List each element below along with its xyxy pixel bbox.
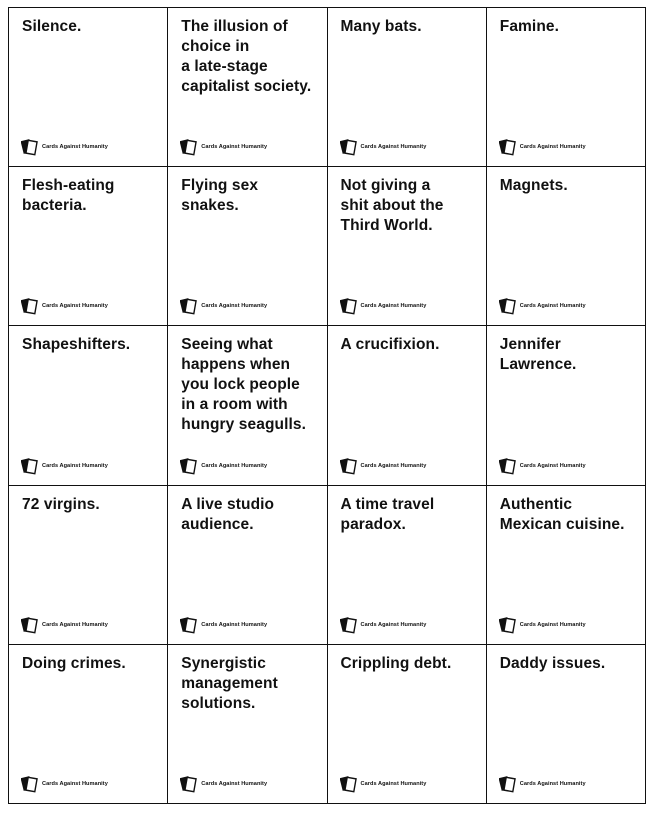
cards-logo-icon bbox=[499, 137, 517, 157]
card-footer bbox=[340, 137, 427, 157]
card-text: Seeing what happens when you lock people in a room with hungry seagulls. bbox=[181, 336, 307, 434]
card-text: Magnets. bbox=[499, 177, 568, 195]
brand-label: Cards Against Humanity bbox=[519, 462, 586, 469]
card-footer bbox=[499, 137, 586, 157]
card-text: Many bats. bbox=[340, 18, 422, 35]
card-text: Doing crimes. bbox=[22, 654, 126, 672]
card-text: A live studio audience. bbox=[181, 495, 275, 533]
cards-logo-icon bbox=[340, 137, 358, 157]
card-text: Daddy issues. bbox=[499, 654, 606, 672]
card-text: Jennifer Lawrence. bbox=[499, 336, 577, 374]
cards-logo-icon bbox=[499, 456, 517, 476]
cards-logo-icon bbox=[499, 774, 517, 794]
answer-card bbox=[328, 486, 487, 645]
answer-card bbox=[168, 167, 327, 326]
card-footer bbox=[340, 774, 427, 794]
answer-card bbox=[487, 645, 646, 804]
brand-label: Cards Against Humanity bbox=[360, 462, 427, 469]
answer-card bbox=[487, 8, 646, 167]
cards-logo-icon bbox=[340, 615, 358, 635]
answer-card bbox=[9, 486, 168, 645]
card-text: Authentic Mexican cuisine. bbox=[499, 495, 625, 533]
answer-card bbox=[168, 486, 327, 645]
answer-card bbox=[9, 167, 168, 326]
card-text: A time travel paradox. bbox=[340, 495, 435, 533]
brand-label: Cards Against Humanity bbox=[201, 780, 268, 787]
cards-logo-icon bbox=[180, 774, 198, 794]
card-footer bbox=[21, 615, 108, 635]
card-footer bbox=[21, 137, 108, 157]
card-footer bbox=[499, 774, 586, 794]
card-footer bbox=[180, 774, 267, 794]
card-footer bbox=[180, 456, 267, 476]
cards-logo-icon bbox=[21, 615, 39, 635]
card-footer bbox=[499, 615, 586, 635]
card-footer bbox=[21, 296, 108, 316]
answer-card bbox=[328, 326, 487, 485]
brand-label: Cards Against Humanity bbox=[519, 780, 586, 787]
card-footer bbox=[180, 137, 267, 157]
cards-logo-icon bbox=[21, 296, 39, 316]
answer-card bbox=[328, 8, 487, 167]
card-sheet bbox=[8, 7, 646, 804]
card-footer bbox=[340, 456, 427, 476]
brand-label: Cards Against Humanity bbox=[42, 780, 108, 787]
brand-label: Cards Against Humanity bbox=[42, 462, 108, 469]
card-text: Silence. bbox=[22, 18, 82, 35]
brand-label: Cards Against Humanity bbox=[519, 144, 586, 151]
brand-label: Cards Against Humanity bbox=[42, 621, 108, 628]
cards-logo-icon bbox=[340, 296, 358, 316]
card-text: A crucifixion. bbox=[340, 336, 440, 354]
brand-label: Cards Against Humanity bbox=[360, 621, 427, 628]
answer-card bbox=[328, 167, 487, 326]
card-text: The illusion of choice in a late-stage capitalist society. bbox=[181, 18, 312, 95]
brand-label: Cards Against Humanity bbox=[519, 303, 586, 310]
brand-label: Cards Against Humanity bbox=[201, 462, 268, 469]
card-footer bbox=[340, 615, 427, 635]
cards-logo-icon bbox=[21, 456, 39, 476]
answer-card bbox=[487, 326, 646, 485]
brand-label: Cards Against Humanity bbox=[519, 621, 586, 628]
card-text: 72 virgins. bbox=[22, 495, 100, 513]
card-footer bbox=[21, 774, 108, 794]
card-text: Crippling debt. bbox=[340, 654, 452, 672]
answer-card bbox=[487, 167, 646, 326]
brand-label: Cards Against Humanity bbox=[360, 780, 427, 787]
brand-label: Cards Against Humanity bbox=[360, 144, 427, 151]
answer-card bbox=[9, 326, 168, 485]
cards-logo-icon bbox=[180, 615, 198, 635]
answer-card bbox=[9, 645, 168, 804]
card-text: Shapeshifters. bbox=[22, 336, 131, 354]
answer-card bbox=[168, 326, 327, 485]
card-text: Flying sex snakes. bbox=[181, 177, 259, 215]
card-footer bbox=[499, 456, 586, 476]
answer-card bbox=[487, 486, 646, 645]
cards-logo-icon bbox=[180, 296, 198, 316]
brand-label: Cards Against Humanity bbox=[201, 144, 268, 151]
answer-card bbox=[168, 645, 327, 804]
answer-card bbox=[168, 8, 327, 167]
cards-logo-icon bbox=[499, 615, 517, 635]
brand-label: Cards Against Humanity bbox=[42, 144, 108, 151]
answer-card bbox=[328, 645, 487, 804]
card-text: Synergistic management solutions. bbox=[181, 654, 278, 712]
card-footer bbox=[340, 296, 427, 316]
brand-label: Cards Against Humanity bbox=[201, 621, 268, 628]
answer-card bbox=[9, 8, 168, 167]
card-footer bbox=[180, 296, 267, 316]
brand-label: Cards Against Humanity bbox=[42, 303, 108, 310]
cards-logo-icon bbox=[180, 137, 198, 157]
card-text: Famine. bbox=[499, 18, 560, 35]
cards-logo-icon bbox=[180, 456, 198, 476]
card-footer bbox=[499, 296, 586, 316]
cards-logo-icon bbox=[21, 774, 39, 794]
card-footer bbox=[180, 615, 267, 635]
cards-logo-icon bbox=[21, 137, 39, 157]
card-footer bbox=[21, 456, 108, 476]
brand-label: Cards Against Humanity bbox=[201, 303, 268, 310]
cards-logo-icon bbox=[340, 456, 358, 476]
card-text: Flesh-eating bacteria. bbox=[22, 177, 115, 215]
cards-logo-icon bbox=[499, 296, 517, 316]
brand-label: Cards Against Humanity bbox=[360, 303, 427, 310]
card-text: Not giving a shit about the Third World. bbox=[340, 177, 444, 235]
cards-logo-icon bbox=[340, 774, 358, 794]
